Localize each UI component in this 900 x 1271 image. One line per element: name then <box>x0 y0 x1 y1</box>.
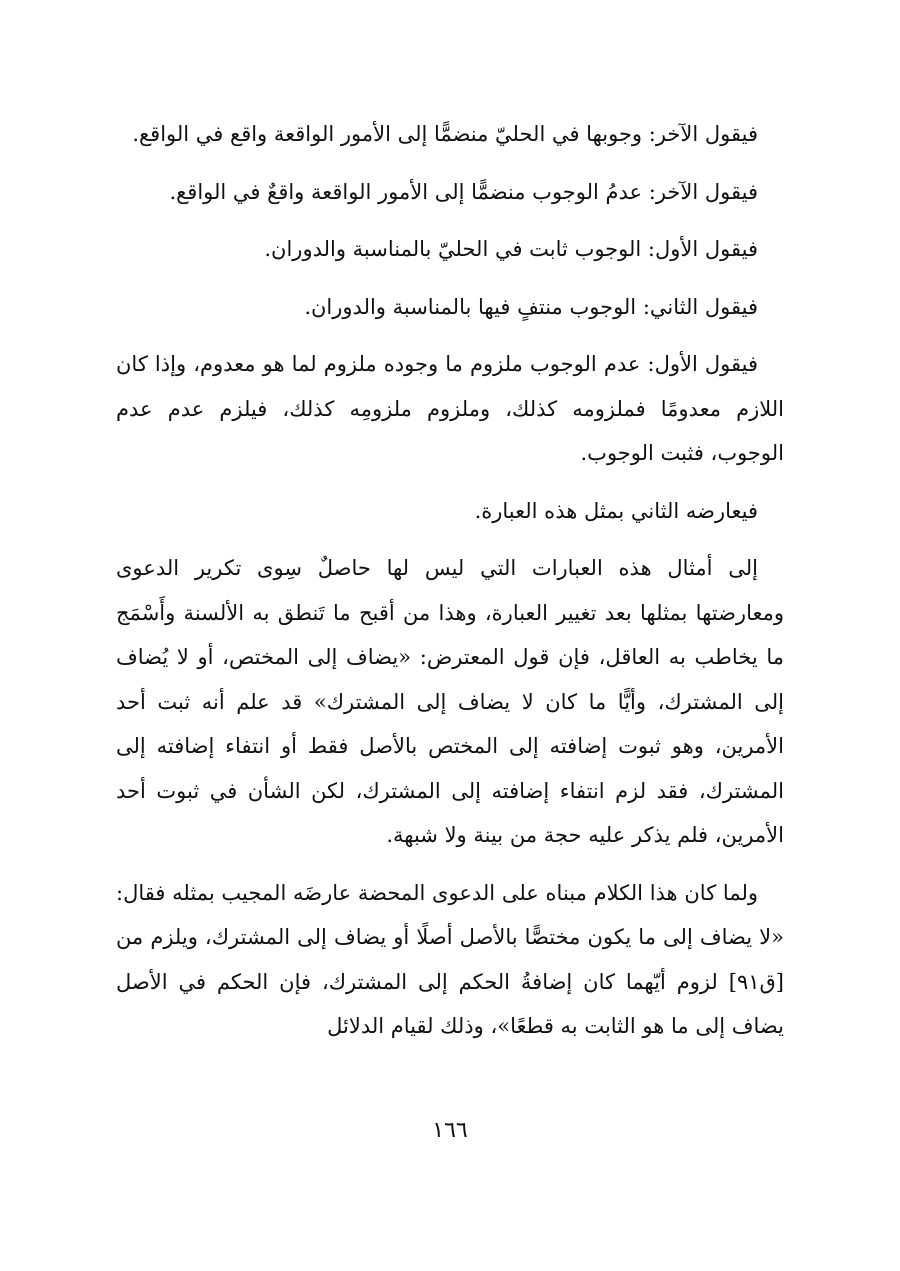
paragraph-4: فيقول الثاني: الوجوب منتفٍ فيها بالمناسبة والدوران. <box>304 294 758 319</box>
paragraph-6: فيعارضه الثاني بمثل هذه العبارة. <box>474 498 758 523</box>
paragraph-3: فيقول الأول: الوجوب ثابت في الحليّ بالمناسبة والدوران. <box>264 237 758 261</box>
paragraph-1: فيقول الآخر: وجوبها في الحليّ منضمًّا إلى الأمور الواقعة واقع في الواقع. <box>132 122 758 146</box>
paragraph-2: فيقول الآخر: عدمُ الوجوب منضمًّا إلى الأمور الواقعة واقعٌ في الواقع. <box>169 179 758 204</box>
page-body <box>116 112 784 1151</box>
paragraph-5: فيقول الأول: عدم الوجوب ملزوم ما وجوده ملزوم لما هو معدوم، وإذا كان اللازم معدومًا فملزومه كذلك، وملزوم ملزومِه كذلك، فيلزم عدم عدم الوجوب، فثبت الوجوب. <box>116 352 784 465</box>
paragraph-8: ولما كان هذا الكلام مبناه على الدعوى المحضة عارضَه المجيب بمثله فقال: «لا يضاف إلى ما يكون مختصًّا بالأصل أصلًا أو يضاف إلى المشترك، ويلزم من [ق٩١] لزوم أيّهما كان إضافةُ الحكم إلى المشترك، فإن الحكم في الأصل يضاف إلى ما هو الثابت به قطعًا»، وذلك لقيام الدلائل <box>116 880 784 1038</box>
paragraph-7: إلى أمثال هذه العبارات التي ليس لها حاصلٌ سِوى تكرير الدعوى ومعارضتها بمثلها بعد تغيير العبارة، وهذا من أقبح ما تَنطق به الألسنة وأَسْمَج ما يخاطب به العاقل، فإن قول المعترض: «يضاف إلى المختص، أو لا يُضاف إلى المشترك، وأيًّا ما كان لا يضاف إلى المشترك» قد علم أنه ثبت أحد الأمرين، وهو ثبوت إضافته إلى المختص بالأصل فقط أو انتفاء إضافته إلى المشترك، فقد لزم انتفاء إضافته إلى المشترك، لكن الشأن في ثبوت أحد الأمرين، فلم يذكر عليه حجة من بينة ولا شبهة. <box>116 556 784 847</box>
page-number: ١٦٦ <box>432 1118 468 1143</box>
